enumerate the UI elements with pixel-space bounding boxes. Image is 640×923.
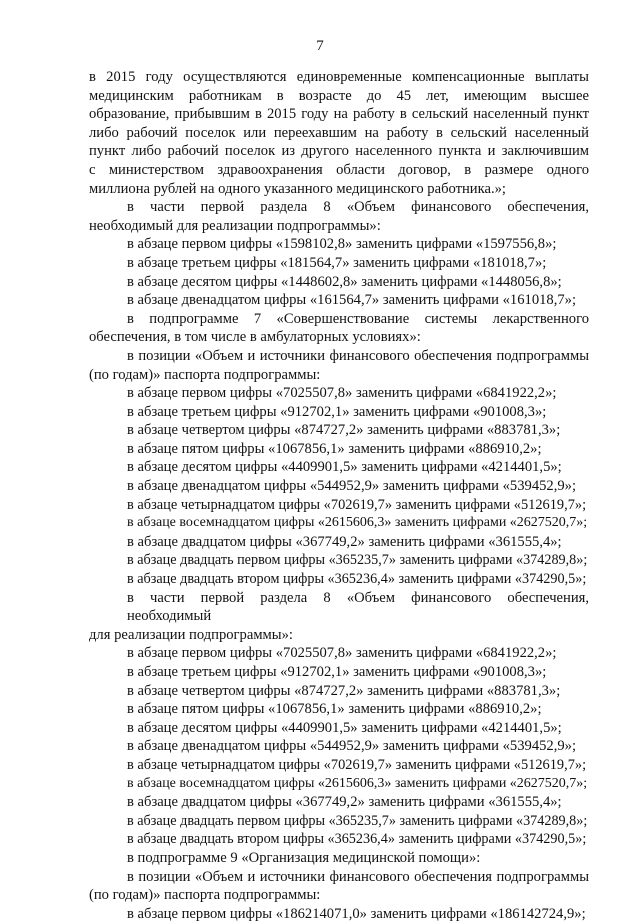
text-line: в части первой раздела 8 «Объем финансового обеспечения, необходимый [127,589,589,625]
text-line: медицинским работникам в возрасте до 45 лет, имеющим высшее [89,87,589,104]
text-line: в абзаце четырнадцатом цифры «702619,7» заменить цифрами «512619,7»; [127,756,587,773]
text-line: образование, прибывшим в 2015 году на работу в сельский населенный пункт [89,106,589,123]
text-line: в абзаце первом цифры «7025507,8» заменить цифрами «6841922,2»; [127,645,557,662]
text-line: в абзаце двадцать втором цифры «365236,4» заменить цифрами «374290,5»; [127,571,587,588]
text-line: в абзаце двадцатом цифры «367749,2» заменить цифрами «361555,4»; [127,794,562,811]
text-line: в абзаце четвертом цифры «874727,2» заменить цифрами «883781,3»; [127,682,561,699]
text-line: в абзаце двенадцатом цифры «544952,9» заменить цифрами «539452,9»; [127,478,577,495]
text-line: в абзаце третьем цифры «912702,1» заменить цифрами «901008,3»; [127,403,547,420]
text-line: в абзаце двенадцатом цифры «544952,9» заменить цифрами «539452,9»; [127,738,577,755]
text-line: необходимый для реализации подпрограммы»: [89,217,381,234]
text-line: в позиции «Объем и источники финансового обеспечения подпрограммы [127,868,589,885]
text-line: либо рабочий поселок или переехавшим на работу в сельский населенный [89,124,589,141]
text-line: в абзаце первом цифры «186214071,0» заменить цифрами «186142724,9»; [127,905,586,922]
text-line: пункт либо рабочий поселок из другого населенного пункта и заключившим [89,143,589,160]
text-line: в абзаце третьем цифры «912702,1» заменить цифрами «901008,3»; [127,664,547,680]
text-line: в абзаце десятом цифры «1448602,8» заменить цифрами «1448056,8»; [127,273,562,290]
text-line: в подпрограмме 9 «Организация медицинской помощи»: [127,849,481,866]
text-line: в абзаце десятом цифры «4409901,5» заменить цифрами «4214401,5»; [127,719,562,736]
text-line: миллиона рублей на одного указанного медицинского работника.»; [89,180,506,197]
text-line: в абзаце восемнадцатом цифры «2615606,3» заменить цифрами «2627520,7»; [127,515,588,531]
text-line: в абзаце первом цифры «1598102,8» заменить цифрами «1597556,8»; [127,236,557,253]
text-line: в абзаце двенадцатом цифры «161564,7» заменить цифрами «161018,7»; [127,292,577,309]
text-line: в части первой раздела 8 «Объем финансового обеспечения, [127,199,589,216]
text-line: в абзаце третьем цифры «181564,7» заменить цифрами «181018,7»; [127,254,547,271]
text-line: (по годам)» паспорта подпрограммы: [89,887,321,904]
text-line: с министерством здравоохранения области договор, в размере одного [89,161,589,178]
text-line: в абзаце восемнадцатом цифры «2615606,3» заменить цифрами «2627520,7»; [127,775,588,791]
text-line: в подпрограмме 7 «Совершенствование системы лекарственного [127,310,589,327]
text-line: в абзаце двадцатом цифры «367749,2» заменить цифрами «361555,4»; [127,533,562,550]
text-line: в абзаце четырнадцатом цифры «702619,7» заменить цифрами «512619,7»; [127,496,587,513]
text-line: для реализации подпрограммы»: [89,626,293,643]
text-line: в абзаце десятом цифры «4409901,5» заменить цифрами «4214401,5»; [127,459,562,476]
text-line: в 2015 году осуществляются единовременные компенсационные выплаты [89,69,589,85]
text-line: в абзаце пятом цифры «1067856,1» заменить цифрами «886910,2»; [127,701,542,718]
text-line: обеспечения, в том числе в амбулаторных условиях»: [89,329,421,346]
page-number: 7 [316,38,324,54]
text-line: в позиции «Объем и источники финансового обеспечения подпрограммы [127,347,589,364]
text-line: в абзаце двадцать первом цифры «365235,7» заменить цифрами «374289,8»; [127,552,588,569]
document-body [89,68,589,923]
text-line: в абзаце двадцать первом цифры «365235,7» заменить цифрами «374289,8»; [127,812,588,829]
text-line: (по годам)» паспорта подпрограммы: [89,366,321,383]
text-line: в абзаце пятом цифры «1067856,1» заменить цифрами «886910,2»; [127,440,542,457]
text-line: в абзаце двадцать втором цифры «365236,4» заменить цифрами «374290,5»; [127,831,587,848]
text-line: в абзаце первом цифры «7025507,8» заменить цифрами «6841922,2»; [127,385,557,402]
text-line: в абзаце четвертом цифры «874727,2» заменить цифрами «883781,3»; [127,422,561,439]
